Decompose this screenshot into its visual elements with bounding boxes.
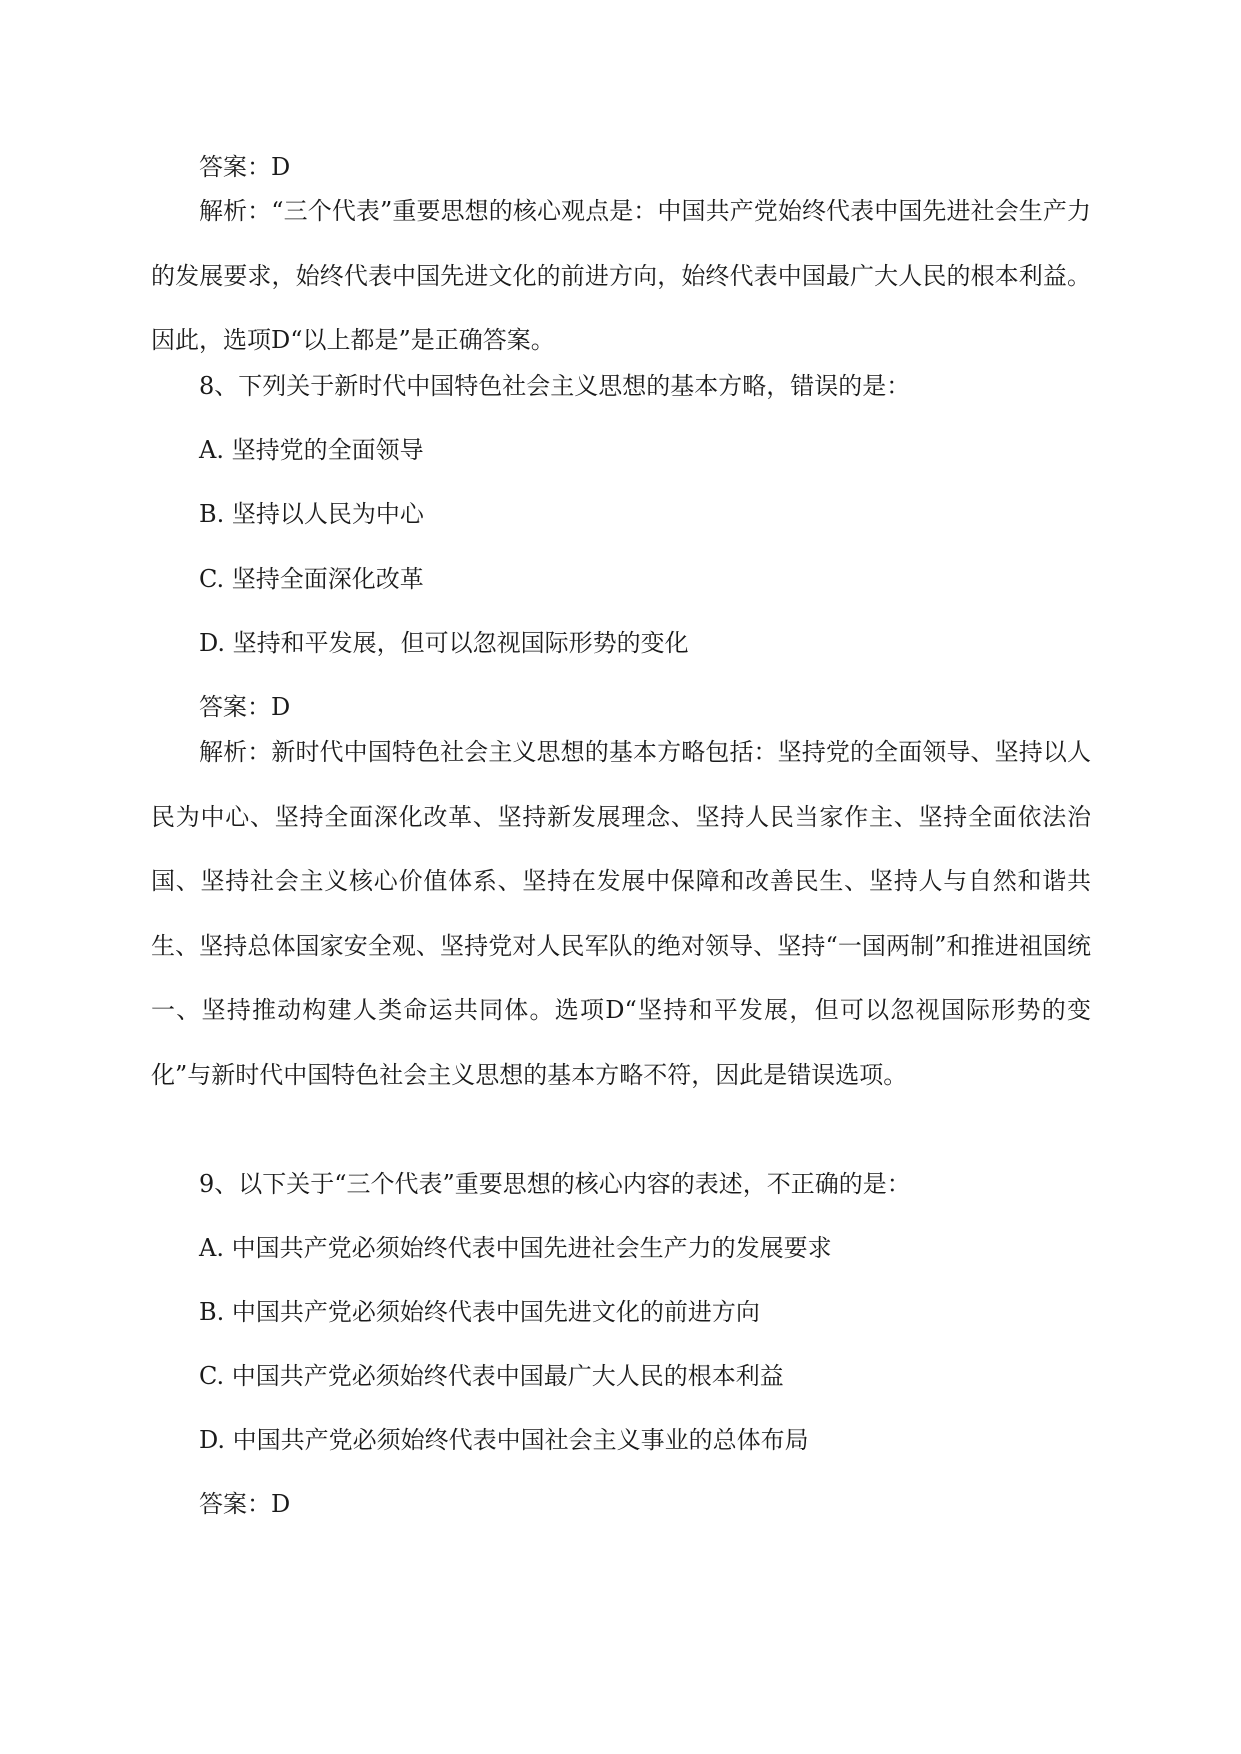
q7-answer: 答案：D [199,153,291,181]
q8-option-b: B. 坚持以人民为中心 [199,500,424,528]
q9-option-b: B. 中国共产党必须始终代表中国先进文化的前进方向 [199,1298,760,1326]
q8-option-d: D. 坚持和平发展，但可以忽视国际形势的变化 [199,629,689,657]
q9-option-c: C. 中国共产党必须始终代表中国最广大人民的根本利益 [199,1362,784,1390]
q9-question: 9、以下关于“三个代表”重要思想的核心内容的表述，不正确的是： [199,1170,911,1198]
q8-answer: 答案：D [199,693,291,721]
q7-analysis: 解析：“三个代表”重要思想的核心观点是：中国共产党始终代表中国先进社会生产力的发展要求，始终代表中国先进文化的前进方向，始终代表中国最广大人民的根本利益。因此，选项D“以上都是”是正确答案。 [151,197,1091,354]
q8-option-c: C. 坚持全面深化改革 [199,565,424,593]
q9-option-d: D. 中国共产党必须始终代表中国社会主义事业的总体布局 [199,1426,809,1454]
q9-option-a: A. 中国共产党必须始终代表中国先进社会生产力的发展要求 [199,1234,832,1262]
q9-answer: 答案：D [199,1490,291,1518]
q8-option-a: A. 坚持党的全面领导 [199,436,424,464]
q8-analysis: 解析：新时代中国特色社会主义思想的基本方略包括：坚持党的全面领导、坚持以人民为中心、坚持全面深化改革、坚持新发展理念、坚持人民当家作主、坚持全面依法治国、坚持社会主义核心价值体系、坚持在发展中保障和改善民生、坚持人与自然和谐共生、坚持总体国家安全观、坚持党对人民军队的绝对领导、坚持“一国两制”和推进祖国统一、坚持推动构建人类命运共同体。选项D“坚持和平发展，但可以忽视国际形势的变化”与新时代中国特色社会主义思想的基本方略不符，因此是错误选项。 [151,738,1091,1089]
q8-question: 8、下列关于新时代中国特色社会主义思想的基本方略，错误的是： [199,372,911,400]
